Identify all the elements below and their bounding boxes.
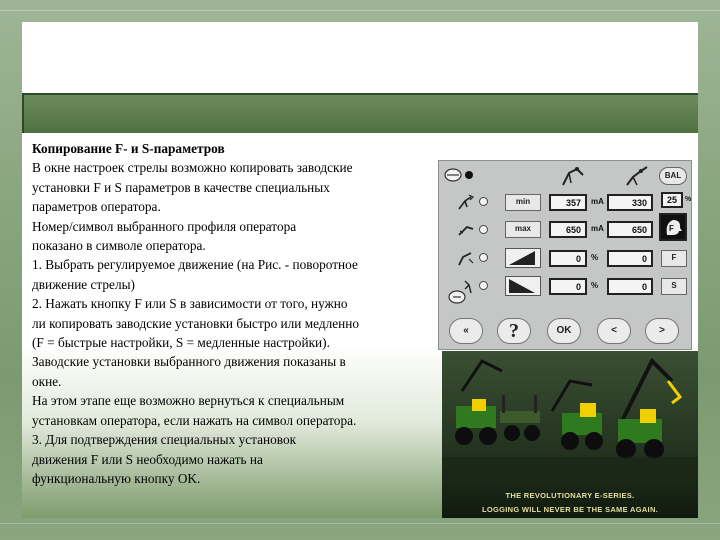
operator-icon[interactable]: [659, 213, 687, 241]
ramp-down-unit: %: [591, 281, 599, 290]
header-band: [22, 93, 698, 135]
text-line: На этом этапе еще возможно вернуться к специальным: [32, 393, 345, 409]
help-button[interactable]: ?: [497, 318, 531, 344]
max-unit: mA: [591, 224, 604, 233]
radio-slew[interactable]: [479, 197, 488, 206]
text-line: движения F или S необходимо нажать на: [32, 451, 263, 467]
ramp-down-factory: 0: [549, 278, 587, 295]
text-line: показано в символе оператора.: [32, 238, 206, 254]
text-line: окне.: [32, 373, 62, 389]
text-line: Номер/символ выбранного профиля оператора: [32, 218, 297, 234]
max-value-operator: 650: [607, 221, 653, 238]
ramp-up-icon[interactable]: [505, 248, 541, 268]
min-value-operator: 330: [607, 194, 653, 211]
prev-button[interactable]: <: [597, 318, 631, 344]
ok-button[interactable]: OK: [547, 318, 581, 344]
grapple-icon[interactable]: [447, 279, 475, 309]
ramp-up-factory: 0: [549, 250, 587, 267]
text-line: функциональную кнопку OK.: [32, 470, 201, 486]
ramp-up-operator: 0: [607, 250, 653, 267]
ramp-down-operator: 0: [607, 278, 653, 295]
radio-grapple[interactable]: [479, 281, 488, 290]
text-line: 2. Нажать кнопку F или S в зависимости от того, нужно: [32, 296, 348, 312]
text-line: Заводские установки выбранного движения показаны в: [32, 354, 346, 370]
title-area: [22, 22, 698, 92]
min-value-factory: 357: [549, 194, 587, 211]
next-button[interactable]: >: [645, 318, 679, 344]
text-line: (F = быстрые настройки, S = медленные настройки).: [32, 335, 330, 351]
section-heading: Копирование F- и S-параметров: [32, 141, 225, 156]
crane-arm-icon[interactable]: [443, 165, 473, 185]
crane-left-icon: [559, 165, 587, 187]
percent-unit: %: [685, 196, 692, 203]
min-unit: mA: [591, 197, 604, 206]
text-line: установки F и S параметров в качестве специальных: [32, 179, 330, 195]
tilt-icon[interactable]: [457, 249, 475, 267]
boom-icon[interactable]: [457, 221, 475, 239]
forestry-machines-image: [442, 351, 698, 481]
slide: [22, 22, 698, 518]
text-line: В окне настроек стрелы возможно копировать заводские: [32, 160, 353, 176]
advert-banner: [442, 351, 698, 518]
ramp-down-icon[interactable]: [505, 276, 541, 296]
max-button[interactable]: max: [505, 221, 541, 238]
boom-settings-panel: [438, 160, 692, 350]
bal-button[interactable]: BAL: [659, 167, 687, 185]
radio-tilt[interactable]: [479, 253, 488, 262]
operator-badge-text: F: [669, 224, 674, 233]
crane-right-icon: [623, 165, 651, 187]
slew-icon[interactable]: [457, 193, 475, 211]
content-area: [22, 133, 698, 518]
advert-line-1: THE REVOLUTIONARY E-SERIES.: [505, 491, 635, 500]
text-line: 3. Для подтверждения специальных установок: [32, 432, 297, 448]
percent-value: 25: [661, 192, 683, 208]
min-button[interactable]: min: [505, 194, 541, 211]
s-button[interactable]: S: [661, 278, 687, 295]
text-line: движение стрелы): [32, 276, 135, 292]
radio-boom[interactable]: [479, 225, 488, 234]
text-line: ли копировать заводские установки быстро или медленно: [32, 315, 360, 331]
max-value-factory: 650: [549, 221, 587, 238]
back-button[interactable]: «: [449, 318, 483, 344]
body-text: [32, 139, 436, 488]
text-line: установкам оператора, если нажать на символ оператора.: [32, 412, 357, 428]
text-line: параметров оператора.: [32, 199, 161, 215]
ramp-up-unit: %: [591, 253, 599, 262]
text-line: 1. Выбрать регулируемое движение (на Рис. - поворотное: [32, 257, 358, 273]
f-button[interactable]: F: [661, 250, 687, 267]
advert-line-2: LOGGING WILL NEVER BE THE SAME AGAIN.: [481, 505, 659, 514]
